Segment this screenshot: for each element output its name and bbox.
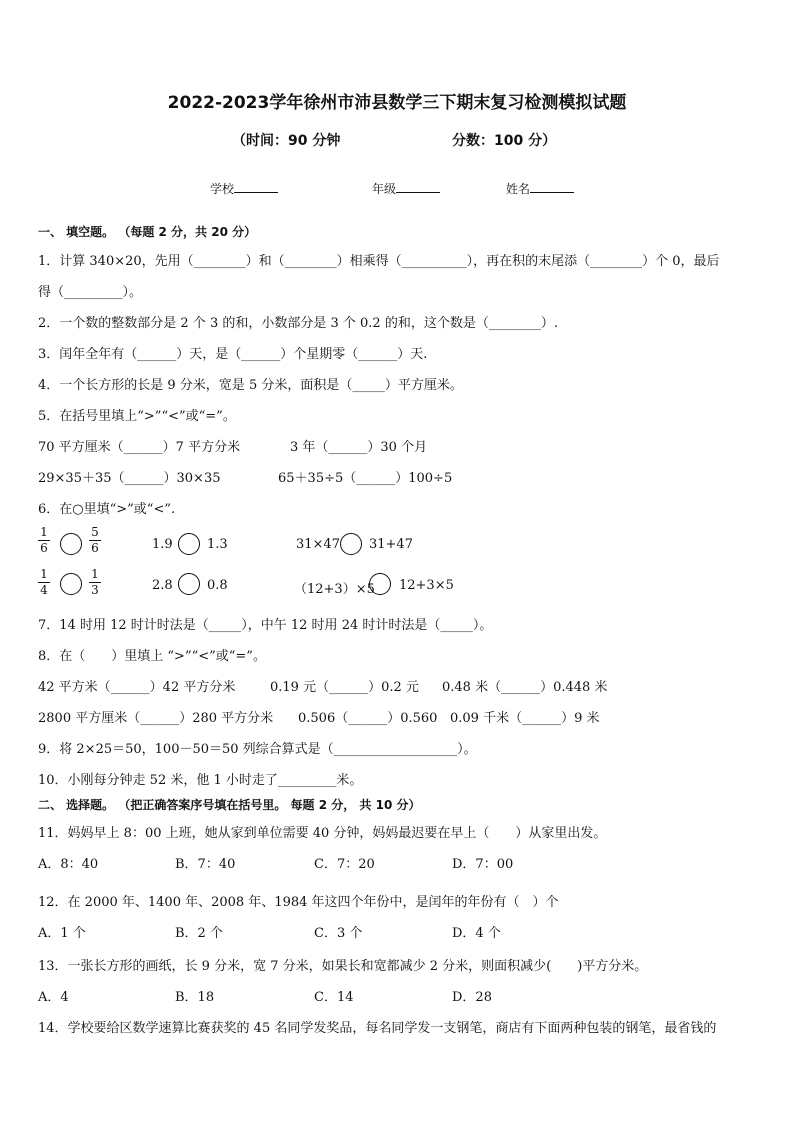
compare-left: 31×47: [296, 537, 340, 552]
name-field[interactable]: [506, 180, 574, 197]
grade-label: 年级: [372, 182, 397, 196]
fraction-1-4: [38, 568, 50, 597]
question-2: 2．一个数的整数部分是 2 个 3 的和，小数部分是 3 个 0.2 的和，这个数是（________）.: [38, 316, 558, 331]
section-2-heading: 二、 选择题。 （把正确答案序号填在括号里。 每题 2 分， 共 10 分）: [38, 798, 421, 812]
compare-left: 2.8: [152, 578, 173, 593]
grade-blank[interactable]: [396, 180, 440, 193]
compare-left: 1.9: [152, 537, 173, 552]
page-title: 2022-2023学年徐州市沛县数学三下期末复习检测模拟试题: [167, 93, 627, 113]
question-8-item: 0.48 米（______）0.448 米: [442, 680, 608, 695]
option-b[interactable]: B．7：40: [175, 857, 236, 872]
numerator: 1: [40, 567, 48, 581]
question-1-line-1: 1．计算 340×20，先用（________）和（________）相乘得（__________），再在积的末尾添（________）个 0，最后: [38, 254, 720, 269]
option-a[interactable]: A．1 个: [38, 926, 86, 941]
question-5-item: 65＋35÷5（______）100÷5: [278, 471, 453, 486]
question-9: 9．将 2×25＝50，100－50＝50 列综合算式是（___________________）。: [38, 742, 477, 757]
grade-field[interactable]: [372, 180, 440, 197]
numerator: 1: [91, 567, 99, 581]
name-blank[interactable]: [530, 180, 574, 193]
denominator: 4: [40, 583, 48, 597]
exam-score: 分数：100 分）: [452, 133, 557, 149]
option-d[interactable]: D．4 个: [452, 926, 501, 941]
question-6-stem: 6．在○里填“>”或“<”.: [38, 502, 176, 517]
question-14: 14．学校要给区数学速算比赛获奖的 45 名同学发奖品，每名同学发一支钢笔，商店有下面两种包装的钢笔，最省钱的: [38, 1021, 717, 1036]
section-1-heading: 一、 填空题。 （每题 2 分，共 20 分）: [38, 225, 257, 239]
name-label: 姓名: [506, 182, 531, 196]
question-5-item: 29×35＋35（______）30×35: [38, 471, 221, 486]
option-b[interactable]: B．2 个: [175, 926, 223, 941]
school-label: 学校: [210, 182, 235, 196]
option-c[interactable]: C．14: [314, 990, 354, 1005]
answer-circle[interactable]: [60, 533, 82, 555]
question-8-item: 42 平方米（______）42 平方分米: [38, 680, 236, 695]
question-8-item: 0.09 千米（______）9 米: [450, 711, 600, 726]
question-8-item: 2800 平方厘米（______）280 平方分米: [38, 711, 274, 726]
compare-left: （12+3）×5: [294, 582, 375, 597]
question-12: 12．在 2000 年、1400 年、2008 年、1984 年这四个年份中，是闰年的年份有（ ）个: [38, 895, 559, 910]
compare-right: 12+3×5: [399, 578, 454, 593]
school-blank[interactable]: [234, 180, 278, 193]
question-8-item: 0.506（______）0.560: [298, 711, 438, 726]
question-5-item: 70 平方厘米（______）7 平方分米: [38, 440, 241, 455]
question-5-item: 3 年（______）30 个月: [290, 440, 428, 455]
answer-circle[interactable]: [340, 533, 362, 555]
fraction-5-6: [89, 526, 101, 555]
question-13: 13．一张长方形的画纸，长 9 分米，宽 7 分米，如果长和宽都减少 2 分米，则面积减少( )平方分米。: [38, 959, 648, 974]
question-7: 7．14 时用 12 时计时法是（_____），中午 12 时用 24 时计时法是（_____）。: [38, 618, 493, 633]
answer-circle[interactable]: [60, 573, 82, 595]
option-c[interactable]: C．3 个: [314, 926, 363, 941]
option-a[interactable]: A．8：40: [38, 857, 99, 872]
option-d[interactable]: D．28: [452, 990, 492, 1005]
denominator: 6: [40, 541, 48, 555]
denominator: 6: [91, 541, 99, 555]
answer-circle[interactable]: [178, 533, 200, 555]
fraction-1-3: [89, 568, 101, 597]
question-1-line-2: 得（_________）。: [38, 285, 143, 300]
question-8-item: 0.19 元（______）0.2 元: [270, 680, 419, 695]
compare-right: 31+47: [369, 537, 413, 552]
option-a[interactable]: A．4: [38, 990, 69, 1005]
numerator: 1: [40, 525, 48, 539]
denominator: 3: [91, 583, 99, 597]
option-b[interactable]: B．18: [175, 990, 215, 1005]
answer-circle[interactable]: [369, 573, 391, 595]
numerator: 5: [91, 525, 99, 539]
answer-circle[interactable]: [178, 573, 200, 595]
question-4: 4．一个长方形的长是 9 分米，宽是 5 分米，面积是（_____）平方厘米。: [38, 378, 463, 393]
question-10: 10．小刚每分钟走 52 米，他 1 小时走了_________米。: [38, 773, 363, 788]
school-field[interactable]: [210, 180, 278, 197]
question-5-stem: 5．在括号里填上“>”“<”或“=”。: [38, 409, 236, 424]
question-3: 3．闰年全年有（______）天，是（______）个星期零（______）天.: [38, 347, 428, 362]
question-8-stem: 8．在（ ）里填上 “>”“<”或“=”。: [38, 649, 266, 664]
exam-time: （时间：90 分钟: [232, 133, 341, 149]
compare-right: 0.8: [207, 578, 228, 593]
question-11: 11．妈妈早上 8：00 上班，她从家到单位需要 40 分钟，妈妈最迟要在早上（ ）从家里出发。: [38, 826, 607, 841]
compare-right: 1.3: [207, 537, 228, 552]
option-d[interactable]: D．7：00: [452, 857, 514, 872]
fraction-1-6: [38, 526, 50, 555]
option-c[interactable]: C．7：20: [314, 857, 375, 872]
